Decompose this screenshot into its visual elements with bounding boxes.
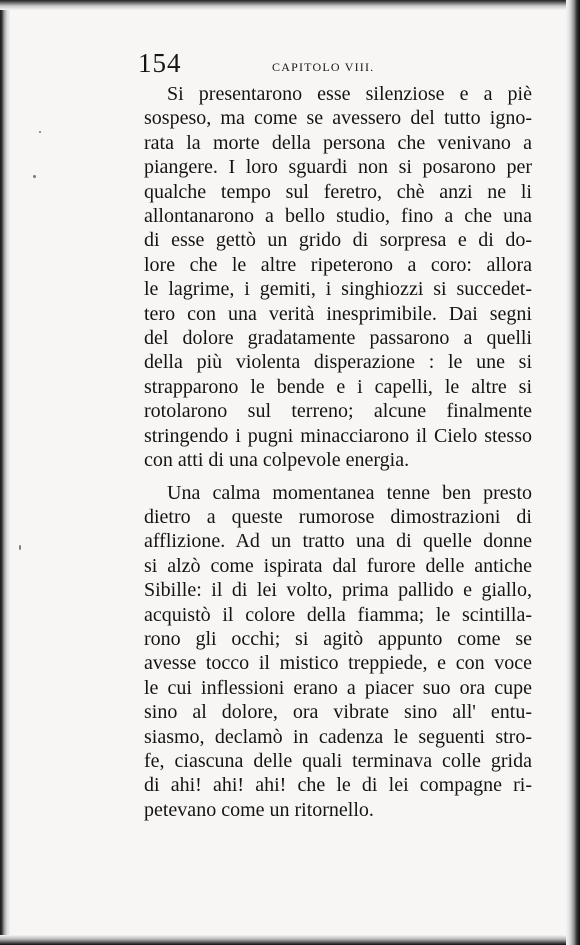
page-left-edge-shadow <box>0 0 10 945</box>
ink-speck <box>33 175 36 178</box>
text-line: le lagrime, i gemiti, i singhiozzi si succedet- <box>144 278 532 301</box>
text-line: sospeso, ma come se avessero del tutto igno- <box>144 107 532 130</box>
text-line: sino al dolore, ora vibrate sino all' entu- <box>144 701 532 724</box>
text-line: dietro a queste rumorose dimostrazioni di <box>144 505 532 528</box>
text-line: di esse gettò un grido di sorpresa e di do- <box>144 229 532 252</box>
page-right-edge-shadow <box>566 0 580 945</box>
page-bottom-edge-shadow <box>0 935 580 945</box>
ink-speck <box>39 131 41 133</box>
running-head: CAPITOLO VIII. <box>272 60 375 74</box>
text-line: afflizione. Ad un tratto una di quelle donne <box>144 530 532 553</box>
text-line: rono gli occhi; si agitò appunto come se <box>144 627 532 650</box>
body-text <box>144 82 532 822</box>
text-line: petevano come un ritornello. <box>144 798 374 821</box>
text-line: le cui inflessioni erano a piacer suo ora cupe <box>144 676 532 699</box>
ink-speck <box>19 545 21 550</box>
text-line: con atti di una colpevole energia. <box>144 449 410 472</box>
text-line: acquistò il colore della fiamma; le scintilla- <box>144 603 532 626</box>
text-line: di ahi! ahi! ahi! che le di lei compagne ri- <box>144 774 532 797</box>
text-line: Sibille: il di lei volto, prima pallido e giallo, <box>144 579 532 602</box>
text-line: della più violenta disperazione : le une si <box>144 351 532 374</box>
text-line: si alzò come ispirata dal furore delle antiche <box>144 554 532 577</box>
text-line: qualche tempo sul feretro, chè anzi ne li <box>144 180 532 203</box>
text-line: Si presentarono esse silenziose e a piè <box>167 83 532 105</box>
text-line: avesse tocco il mistico treppiede, e con voce <box>144 652 532 675</box>
text-line: strapparono le bende e i capelli, le altre si <box>144 375 532 398</box>
text-line: allontanarono a bello studio, fino a che una <box>144 205 532 228</box>
text-line: rata la morte della persona che venivano a <box>144 131 532 154</box>
paragraph-1 <box>144 82 532 473</box>
text-line: siasmo, declamò in cadenza le seguenti stro- <box>144 725 532 748</box>
text-line: rotolarono sul terreno; alcune finalmente <box>144 400 532 423</box>
text-line: del dolore gradatamente passarono a quelli <box>144 327 532 350</box>
text-line: lore che le altre ripeterono a coro: allora <box>144 253 532 276</box>
page-number: 154 <box>138 48 182 78</box>
text-line: stringendo i pugni minacciarono il Cielo stesso <box>144 424 532 447</box>
page-header <box>138 48 528 82</box>
text-line: tero con una verità inesprimibile. Dai segni <box>144 302 532 325</box>
paragraph-2 <box>144 481 532 823</box>
text-line: fe, ciascuna delle quali terminava colle grida <box>144 749 532 772</box>
text-line: Una calma momentanea tenne ben presto <box>167 481 532 504</box>
text-line: piangere. I loro sguardi non si posarono per <box>144 156 532 179</box>
page-top-edge-shadow <box>0 0 580 10</box>
